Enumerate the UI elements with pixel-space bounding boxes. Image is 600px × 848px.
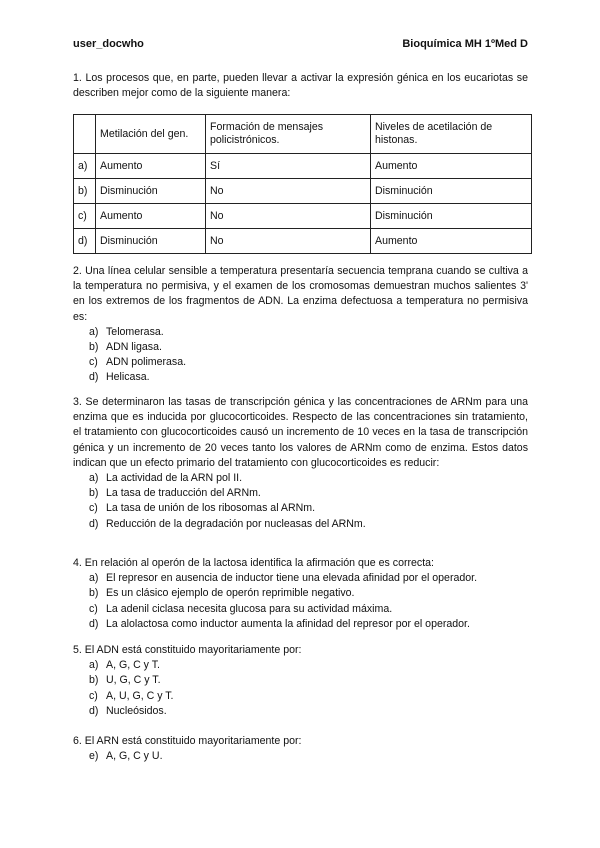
question-stem: 6. El ARN está constituido mayoritariamente por: [73,735,302,747]
options-list [73,325,528,386]
option-text: Es un clásico ejemplo de operón reprimible negativo. [106,587,355,600]
option-text: ADN ligasa. [106,341,162,354]
table-cell: Disminución [96,229,206,254]
option-item [89,340,528,355]
option-item [89,673,528,688]
option-text: La tasa de traducción del ARNm. [106,487,261,500]
option-letter: e) [89,750,99,763]
table-cell: Disminución [96,179,206,204]
option-text: A, G, C y T. [106,659,160,672]
options-list [73,658,528,719]
option-text: Nucleósidos. [106,704,167,717]
option-text: ADN polimerasa. [106,356,187,369]
option-item [89,658,528,673]
table-row [74,179,532,204]
option-item [89,586,528,601]
table-cell: Aumento [96,154,206,179]
option-letter: d) [89,617,99,630]
option-letter: a) [89,659,99,672]
table-row [74,204,532,229]
question-4 [73,556,528,632]
question-2 [73,264,528,386]
table-cell: No [206,204,371,229]
option-item [89,602,528,617]
question-3 [73,395,528,532]
table-cell: b) [74,179,96,204]
option-item [89,571,528,586]
option-text: La adenil ciclasa necesita glucosa para su actividad máxima. [106,602,393,615]
option-text: La tasa de unión de los ribosomas al ARNm. [106,502,316,515]
question-6 [73,734,528,764]
table-row [74,154,532,179]
table-cell: Aumento [96,204,206,229]
option-text: U, G, C y T. [106,674,161,687]
option-text: A, U, G, C y T. [106,689,174,702]
option-letter: b) [89,587,99,600]
option-item [89,325,528,340]
options-list [73,471,528,532]
option-letter: c) [89,356,98,369]
table-row [74,229,532,254]
option-letter: b) [89,674,99,687]
table-cell: c) [74,204,96,229]
header-course: Bioquímica MH 1ºMed D [402,38,528,50]
option-text: La actividad de la ARN pol II. [106,472,243,485]
question-stem: 4. En relación al operón de la lactosa identifica la afirmación que es correcta: [73,557,434,569]
option-letter: c) [89,602,98,615]
table-cell: No [206,229,371,254]
table-header-cell: Formación de mensajes policistrónicos. [206,115,371,154]
option-item [89,355,528,370]
option-text: Telomerasa. [106,325,164,338]
option-item [89,486,528,501]
option-item [89,749,528,764]
header-username: user_docwho [73,38,144,50]
question-stem: 1. Los procesos que, en parte, pueden llevar a activar la expresión génica en los eucariotas se describen mejor como de la siguiente manera: [73,72,528,100]
option-item [89,471,528,486]
option-letter: d) [89,371,99,384]
question-stem: 2. Una línea celular sensible a temperatura presentaría secuencia temprana cuando se cultiva a la temperatura no permisiva, y el examen de los cromosomas demuestran muchos salientes 3' en los extremos de los fragmentos de ADN. La enzima defectuosa a temperatura no permisiva es: [73,265,528,323]
table-header-row [74,115,532,154]
options-list [73,749,528,764]
option-letter: a) [89,572,99,585]
option-letter: c) [89,689,98,702]
question-1-table [73,114,532,254]
question-stem: 5. El ADN está constituido mayoritariamente por: [73,644,302,656]
option-text: A, G, C y U. [106,750,163,763]
option-text: El represor en ausencia de inductor tiene una elevada afinidad por el operador. [106,572,478,585]
option-letter: a) [89,472,99,485]
table-header-cell: Metilación del gen. [96,115,206,154]
table-cell: No [206,179,371,204]
option-letter: b) [89,341,99,354]
question-1 [73,71,528,101]
table-cell: Disminución [371,179,532,204]
question-5 [73,643,528,719]
option-item [89,617,528,632]
option-item [89,689,528,704]
option-text: Reducción de la degradación por nucleasas del ARNm. [106,517,366,530]
table-cell: Sí [206,154,371,179]
table-cell: d) [74,229,96,254]
table-header-cell: Niveles de acetilación de histonas. [371,115,532,154]
table-cell: a) [74,154,96,179]
table-cell: Disminución [371,204,532,229]
option-text: La alolactosa como inductor aumenta la afinidad del represor por el operador. [106,617,470,630]
option-item [89,370,528,385]
option-text: Helicasa. [106,371,150,384]
option-item [89,704,528,719]
option-letter: c) [89,502,98,515]
option-letter: d) [89,704,99,717]
option-letter: d) [89,517,99,530]
table-cell: Aumento [371,154,532,179]
option-item [89,517,528,532]
options-list [73,571,528,632]
question-stem: 3. Se determinaron las tasas de transcripción génica y las concentraciones de ARNm para una enzima que es inducida por glucocorticoides. Respecto de las concentraciones sin tratamiento, el tratamiento con glucocorticoides causó un incremento de 10 veces en la tasa de transcripción génica y un incremento de 20 veces tanto los valores de ARNm como de enzima. Estos datos indican que un efecto primario del tratamiento con glucocorticoides es reducir: [73,396,528,469]
option-item [89,501,528,516]
table-cell: Aumento [371,229,532,254]
option-letter: b) [89,487,99,500]
option-letter: a) [89,325,99,338]
table-header-cell [74,115,96,154]
